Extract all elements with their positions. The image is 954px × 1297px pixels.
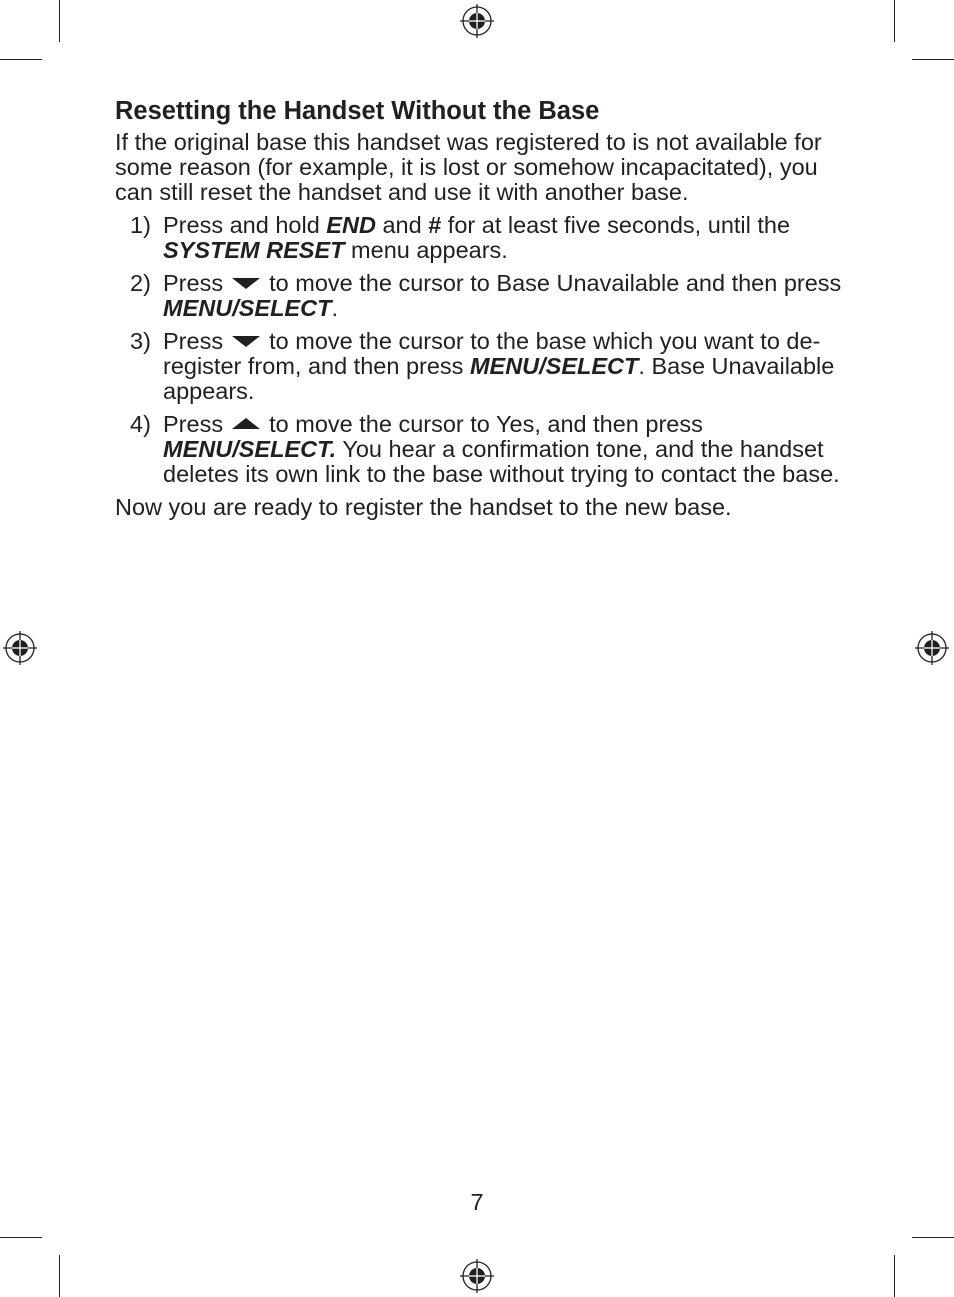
down-arrow-icon	[231, 276, 261, 290]
list-item	[115, 271, 855, 321]
up-arrow-icon	[231, 417, 261, 431]
list-item	[115, 329, 855, 404]
step-text: . Base Unavailable appears.	[163, 353, 835, 404]
key-name: MENU/SELECT	[163, 295, 332, 321]
crop-mark	[912, 59, 954, 60]
step-text: to move the cursor to Base Unavailable and then press	[262, 270, 842, 296]
step-text: and	[375, 212, 429, 238]
crop-mark	[59, 0, 60, 42]
crop-mark	[59, 1255, 60, 1297]
step-text: menu appears.	[344, 237, 508, 263]
step-number: 3)	[130, 328, 151, 354]
crop-mark	[894, 0, 895, 42]
step-text: Press	[163, 270, 230, 296]
crop-mark	[0, 1237, 42, 1238]
step-number: 2)	[130, 270, 151, 296]
intro-paragraph: If the original base this handset was registered to is not available for some reason (for example, it is lost or somehow incapacitated), you can still reset the handset and use it with another base.	[115, 129, 822, 205]
crop-mark	[0, 59, 42, 60]
step-text: to move the cursor to Yes, and then press	[262, 411, 703, 437]
step-number: 1)	[130, 212, 151, 238]
crop-mark	[912, 1237, 954, 1238]
section-heading: Resetting the Handset Without the Base	[115, 97, 600, 125]
key-name: #	[428, 212, 442, 238]
menu-name: SYSTEM RESET	[163, 237, 345, 263]
manual-section	[115, 94, 855, 520]
step-text: for at least five seconds, until the	[441, 212, 791, 238]
steps-list	[115, 213, 855, 487]
step-text: Press	[163, 328, 230, 354]
key-name: MENU/SELECT.	[163, 436, 337, 462]
step-text: Press	[163, 411, 230, 437]
page-number: 7	[470, 1189, 484, 1215]
step-text: .	[331, 295, 338, 321]
step-text: You hear a confirmation tone, and the handset deletes its own link to the base without trying to contact the base.	[163, 436, 840, 487]
registration-mark-icon	[460, 4, 494, 38]
key-name: END	[326, 212, 376, 238]
registration-mark-icon	[460, 1259, 494, 1293]
step-text: to move the cursor to the base which you want to de-register from, and then press	[163, 328, 821, 379]
crop-mark	[894, 1255, 895, 1297]
step-number: 4)	[130, 411, 151, 437]
list-item	[115, 412, 855, 487]
list-item	[115, 213, 855, 263]
key-name: MENU/SELECT	[469, 353, 639, 379]
registration-mark-icon	[915, 631, 949, 665]
registration-mark-icon	[3, 631, 37, 665]
down-arrow-icon	[231, 334, 261, 348]
closing-paragraph: Now you are ready to register the handset to the new base.	[115, 494, 732, 520]
step-text: Press and hold	[163, 212, 327, 238]
